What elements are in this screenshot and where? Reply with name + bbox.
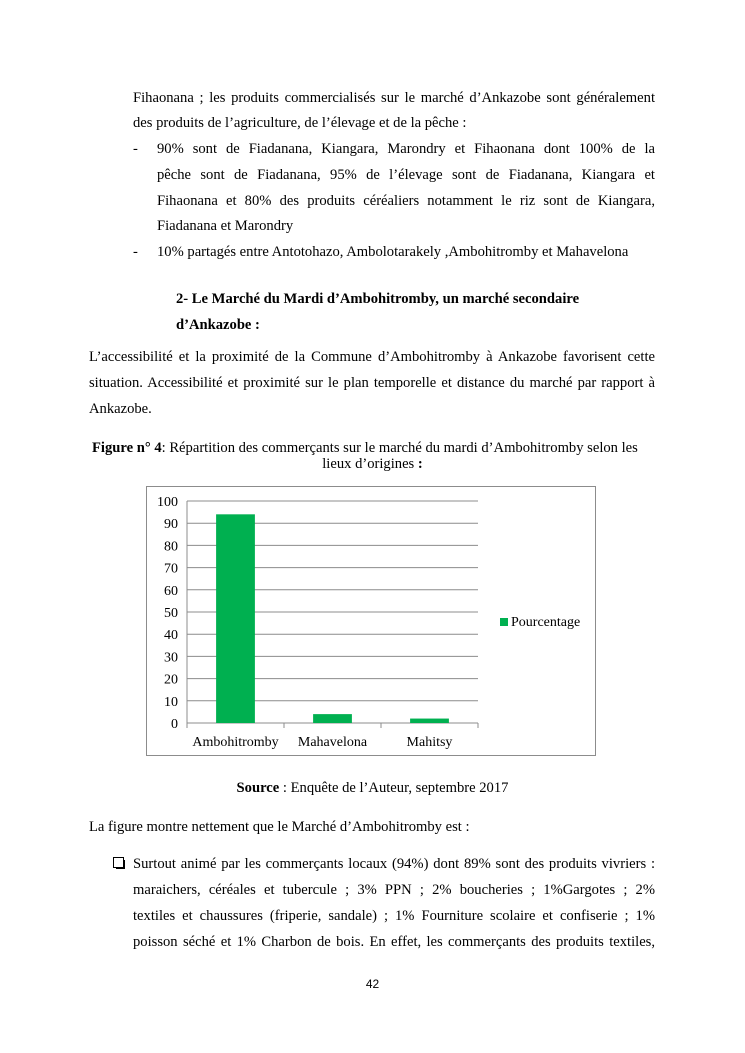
y-tick-label: 100 bbox=[157, 495, 178, 510]
y-tick-label: 90 bbox=[164, 517, 178, 533]
bullet-marker: - bbox=[133, 141, 138, 157]
figure-source: Source : Enquête de l’Auteur, septembre 2017 bbox=[236, 780, 509, 796]
y-tick-label: 70 bbox=[164, 561, 178, 577]
y-tick-label: 50 bbox=[164, 606, 178, 621]
y-tick-label: 80 bbox=[164, 539, 178, 555]
list-item-line: poisson séché et 1% Charbon de bois. En effet, les commerçants des produits textiles, bbox=[133, 934, 655, 950]
x-tick-label: Ambohitromby bbox=[192, 735, 279, 750]
checkbox-bullet-icon bbox=[113, 857, 124, 868]
x-tick-label: Mahavelona bbox=[297, 735, 368, 750]
paragraph-line: des produits de l’agriculture, de l’élevage et de la pêche : bbox=[133, 115, 467, 131]
paragraph-line: La figure montre nettement que le Marché d’Ambohitromby est : bbox=[89, 819, 470, 835]
figure-caption: Figure n° 4: Répartition des commerçants sur le marché du mardi d’Ambohitromby selon les bbox=[92, 440, 638, 456]
bullet-item-line: 90% sont de Fiadanana, Kiangara, Marondry et Fihaonana dont 100% de la bbox=[157, 141, 655, 157]
list-item-line: Surtout animé par les commerçants locaux (94%) dont 89% sont des produits vivriers : bbox=[133, 856, 655, 872]
list-item-line: textiles et chaussures (friperie, sandale) ; 1% Fourniture scolaire et confiserie ; 1% bbox=[133, 908, 655, 924]
bullet-item-line: 10% partagés entre Antotohazo, Ambolotarakely ,Ambohitromby et Mahavelona bbox=[157, 244, 629, 260]
y-tick-label: 40 bbox=[164, 628, 178, 644]
x-tick-label: Mahitsy bbox=[406, 735, 453, 750]
legend-swatch bbox=[500, 618, 508, 626]
bar bbox=[216, 514, 255, 723]
bullet-item-line: Fiadanana et Marondry bbox=[157, 218, 294, 234]
bullet-marker: - bbox=[133, 244, 138, 260]
bar bbox=[313, 714, 352, 723]
y-tick-label: 0 bbox=[171, 717, 178, 732]
y-tick-label: 10 bbox=[164, 694, 178, 710]
y-tick-label: 20 bbox=[164, 672, 178, 688]
bullet-item-line: Fihaonana et 80% des produits céréaliers notamment le riz sont de Kiangara, bbox=[157, 193, 655, 209]
paragraph-line: Ankazobe. bbox=[89, 401, 152, 417]
section-heading: d’Ankazobe : bbox=[176, 317, 260, 333]
figure-label: Figure n° 4 bbox=[92, 440, 162, 456]
list-item-line: maraichers, céréales et tubercule ; 3% PPN ; 2% boucheries ; 1%Gargotes ; 2% bbox=[133, 882, 655, 898]
bar-chart bbox=[146, 486, 596, 756]
bar bbox=[410, 719, 449, 723]
y-tick-label: 60 bbox=[164, 583, 178, 599]
y-tick-label: 30 bbox=[164, 650, 178, 666]
bullet-item-line: pêche sont de Fiadanana, 95% de l’élevage sont de Fiadanana, Kiangara et bbox=[157, 167, 655, 183]
paragraph-line: Fihaonana ; les produits commercialisés sur le marché d’Ankazobe sont généralement bbox=[133, 90, 655, 106]
legend-label: Pourcentage bbox=[511, 615, 581, 630]
figure-caption: lieux d’origines : bbox=[322, 456, 423, 472]
bar-chart-svg bbox=[147, 487, 597, 757]
paragraph-line: L’accessibilité et la proximité de la Commune d’Ambohitromby à Ankazobe favorisent cette bbox=[89, 349, 655, 365]
section-heading: 2- Le Marché du Mardi d’Ambohitromby, un marché secondaire bbox=[176, 291, 580, 307]
page-number: 42 bbox=[365, 977, 380, 991]
paragraph-line: situation. Accessibilité et proximité sur le plan temporelle et distance du marché par rapport à bbox=[89, 375, 655, 391]
